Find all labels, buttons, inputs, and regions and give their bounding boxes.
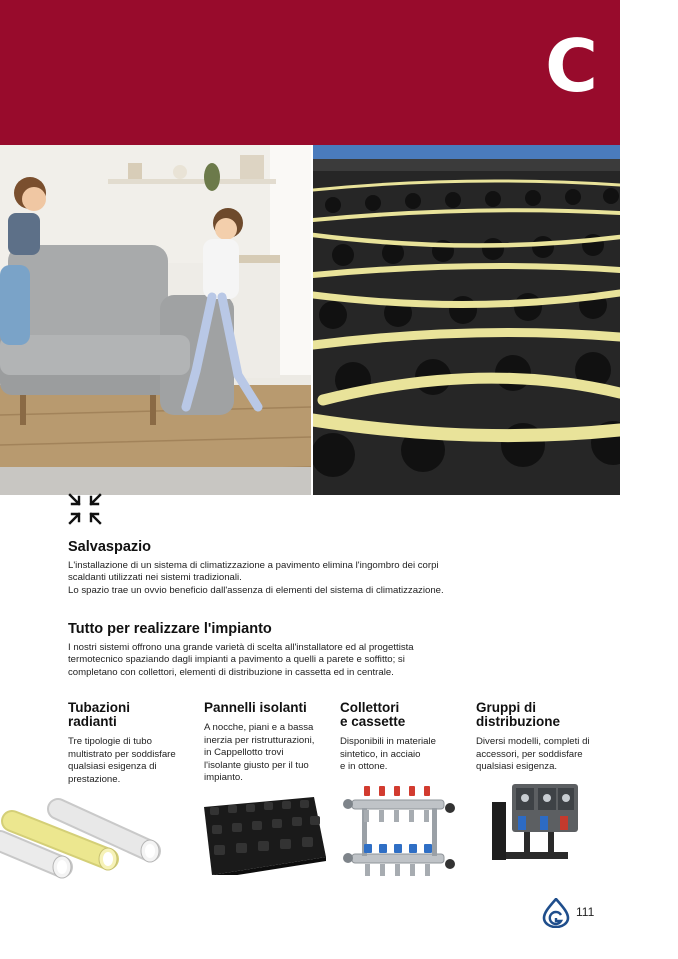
text-line: Diversi modelli, completi di xyxy=(476,736,590,747)
body-line: completano con collettori, elementi di distribuzione in cassetta ed in centrale. xyxy=(68,666,394,678)
text-line: accessori, per soddisfare xyxy=(476,748,583,760)
text-line: Tre tipologie di tubo xyxy=(68,736,152,747)
text-line: l'isolante giusto per il tuo xyxy=(204,759,309,771)
body-line: I nostri sistemi offrono una grande varietà di scelta all'installatore ed al progettista xyxy=(68,642,414,653)
page-number: 111 xyxy=(576,905,595,919)
text-line: qualsiasi esigenza. xyxy=(476,761,558,773)
insulation-panel-image xyxy=(204,797,326,875)
section-body-salvaspazio xyxy=(68,560,444,597)
product-text-gruppi xyxy=(476,736,604,774)
section-title-salvaspazio: Salvaspazio xyxy=(68,539,152,555)
section-title-impianto: Tutto per realizzare l'impianto xyxy=(68,621,272,637)
space-saving-icon xyxy=(68,493,102,525)
title-line: distribuzione xyxy=(476,714,560,729)
title-line: Gruppi di xyxy=(476,700,536,715)
body-line: L'installazione di un sistema di climatizzazione a pavimento elimina l'ingombro dei corpi xyxy=(68,560,439,571)
underfloor-pipes-photo xyxy=(313,145,620,495)
text-line: impianto. xyxy=(204,772,243,784)
living-room-photo xyxy=(0,145,311,495)
title-line: e cassette xyxy=(340,714,406,729)
brand-logo xyxy=(542,898,570,928)
text-line: Disponibili in materiale xyxy=(340,736,436,747)
product-title-tubazioni xyxy=(68,701,130,729)
text-line: sintetico, in acciaio xyxy=(340,748,421,760)
product-text-tubazioni xyxy=(68,736,196,786)
title-line: radianti xyxy=(68,714,117,729)
text-line: inerzia per ristrutturazioni, xyxy=(204,734,315,746)
distribution-group-image xyxy=(488,780,583,872)
title-line: Tubazioni xyxy=(68,700,130,715)
body-line: termotecnico spaziando dagli impianti a pavimento a quelli a parete e soffitto; si xyxy=(68,654,405,666)
text-line: qualsiasi esigenza di xyxy=(68,761,157,773)
product-text-pannelli xyxy=(204,722,332,785)
product-text-collettori xyxy=(340,736,468,774)
section-body-impianto xyxy=(68,642,414,679)
product-title-gruppi xyxy=(476,701,560,729)
product-title-collettori xyxy=(340,701,405,729)
product-title-pannelli xyxy=(204,701,307,715)
title-line: Pannelli isolanti xyxy=(204,700,307,715)
text-line: A nocche, piani e a bassa xyxy=(204,722,314,733)
body-line: scaldanti utilizzati nei sistemi tradizionali. xyxy=(68,572,242,584)
title-line: Collettori xyxy=(340,700,400,715)
text-line: e in ottone. xyxy=(340,761,388,773)
manifold-image xyxy=(342,778,457,890)
text-line: in Cappellotto trovi xyxy=(204,747,284,759)
chapter-header-band xyxy=(0,0,620,145)
text-line: prestazione. xyxy=(68,773,121,785)
pipes-product-image xyxy=(0,795,170,880)
text-line: multistrato per soddisfare xyxy=(68,748,176,760)
chapter-letter: C xyxy=(545,24,598,108)
body-line: Lo spazio trae un ovvio beneficio dall'assenza di elementi del sistema di climatizzazione. xyxy=(68,584,444,596)
